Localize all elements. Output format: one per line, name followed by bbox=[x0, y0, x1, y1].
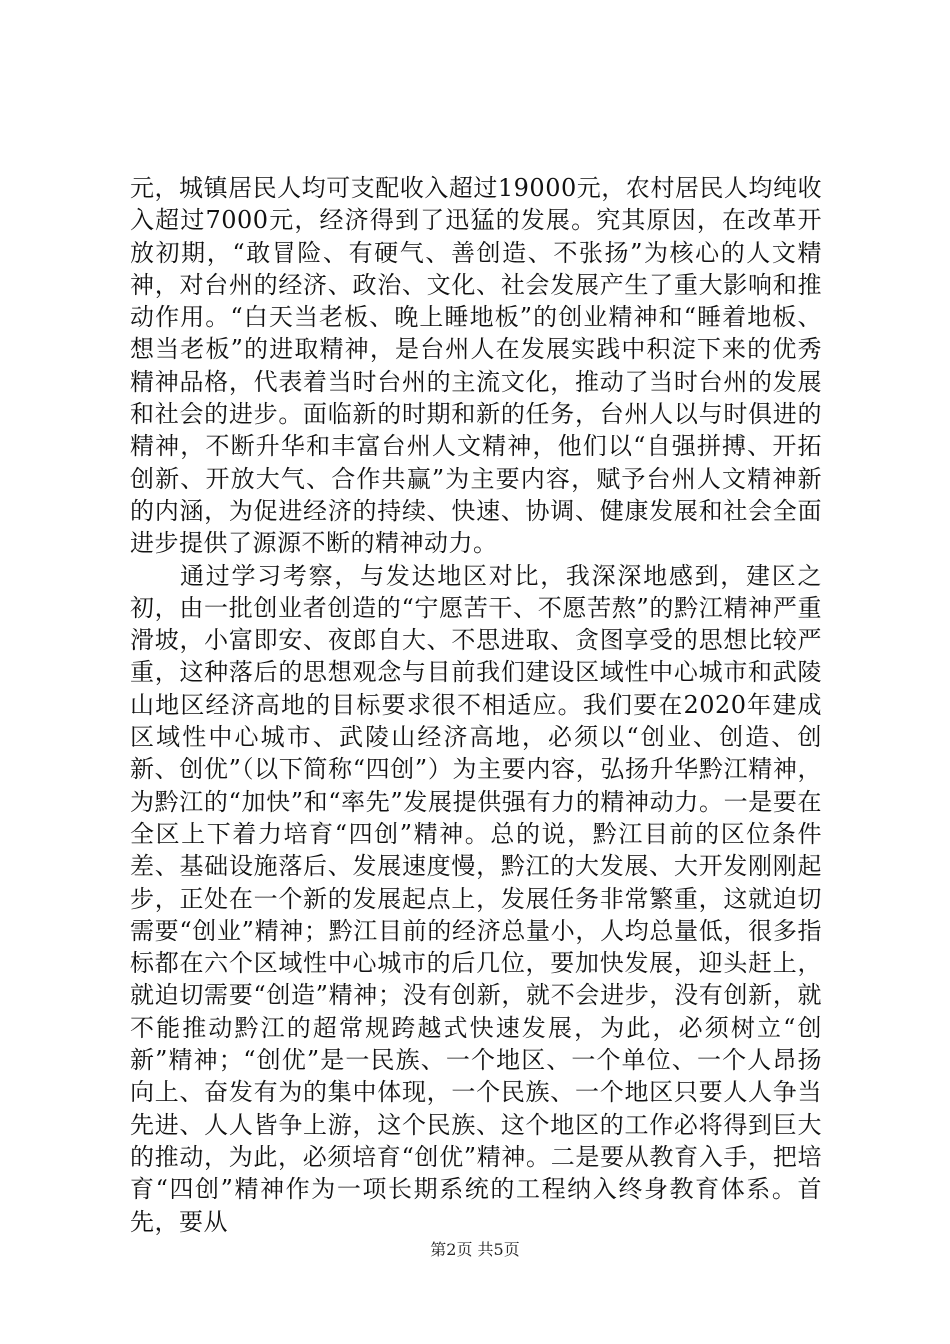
page-footer bbox=[0, 1240, 950, 1260]
document-body bbox=[130, 172, 822, 1238]
paragraph-2: 通过学习考察，与发达地区对比，我深深地感到，建区之初，由一批创业者创造的“宁愿苦干、不愿苦熬”的黔江精神严重滑坡，小富即安、夜郎自大、不思进取、贪图享受的思想比较严重，这种落后的思想观念与目前我们建设区域性中心城市和武陵山地区经济高地的目标要求很不相适应。我们要在2020年建成区域性中心城市、武陵山经济高地，必须以“创业、创造、创新、创优”（以下简称“四创”）为主要内容，弘扬升华黔江精神，为黔江的“加快”和“率先”发展提供强有力的精神动力。一是要在全区上下着力培育“四创”精神。总的说，黔江目前的区位条件差、基础设施落后、发展速度慢，黔江的大发展、大开发刚刚起步，正处在一个新的发展起点上，发展任务非常繁重，这就迫切需要“创业”精神；黔江目前的经济总量小，人均总量低，很多指标都在六个区域性中心城市的后几位，要加快发展，迎头赶上，就迫切需要“创造”精神；没有创新，就不会进步，没有创新，就不能推动黔江的超常规跨越式快速发展，为此，必须树立“创新”精神；“创优”是一民族、一个地区、一个单位、一个人昂扬向上、奋发有为的集中体现，一个民族、一个地区只要人人争当先进、人人皆争上游，这个民族、这个地区的工作必将得到巨大的推动，为此，必须培育“创优”精神。二是要从教育入手，把培育“四创”精神作为一项长期系统的工程纳入终身教育体系。首先，要从 bbox=[130, 561, 822, 1236]
page-number-label: 第2页 共5页 bbox=[430, 1240, 520, 1259]
paragraph-1: 元，城镇居民人均可支配收入超过19000元，农村居民人均纯收入超过7000元，经济得到了迅猛的发展。究其原因，在改革开放初期，“敢冒险、有硬气、善创造、不张扬”为核心的人文精神，对台州的经济、政治、文化、社会发展产生了重大影响和推动作用。“白天当老板、晚上睡地板”的创业精神和“睡着地板、想当老板”的进取精神，是台州人在发展实践中积淀下来的优秀精神品格，代表着当时台州的主流文化，推动了当时台州的发展和社会的进步。面临新的时期和新的任务，台州人以与时俱进的精神，不断升华和丰富台州人文精神，他们以“自强拼搏、开拓创新、开放大气、合作共赢”为主要内容，赋予台州人文精神新的内涵，为促进经济的持续、快速、协调、健康发展和社会全面进步提供了源源不断的精神动力。 bbox=[130, 174, 822, 558]
